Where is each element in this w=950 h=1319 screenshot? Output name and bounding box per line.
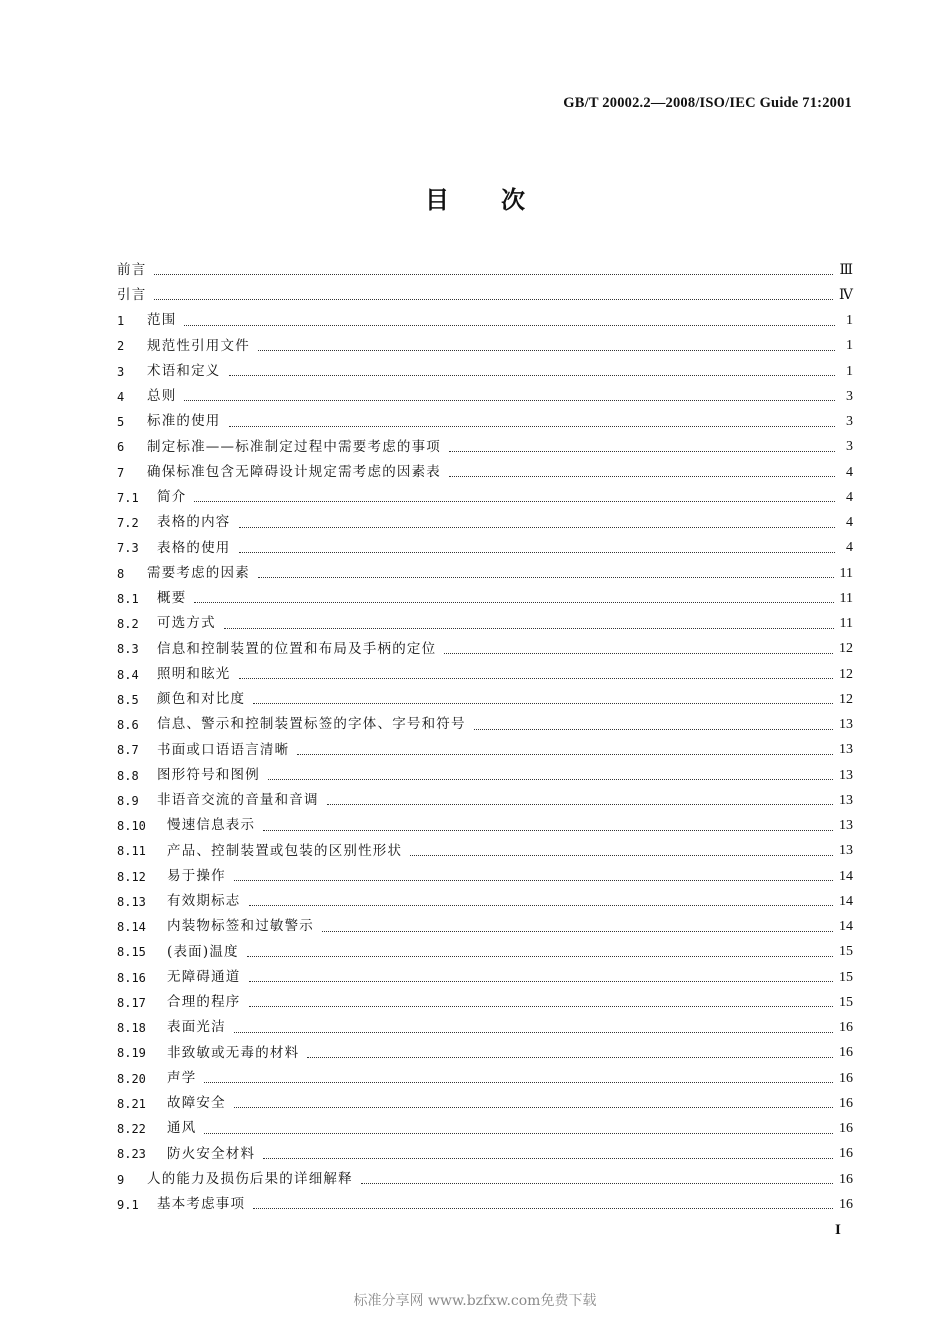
dot-leader: [154, 274, 833, 275]
dot-leader: [258, 350, 835, 351]
toc-entry-title: 颜色和对比度: [157, 691, 246, 708]
toc-entry-number: 8.8: [117, 768, 139, 783]
dot-leader: [444, 653, 833, 654]
toc-entry-number: 1: [117, 314, 125, 329]
dot-leader: [449, 476, 835, 477]
toc-entry-title: 有效期标志: [167, 893, 241, 910]
toc-entry[interactable]: [117, 334, 853, 359]
toc-entry-title: 声学: [167, 1069, 197, 1086]
toc-entry-number: 8.21: [117, 1096, 146, 1111]
toc-entry-number: 8.22: [117, 1122, 146, 1137]
toc-entry-title: 慢速信息表示: [167, 817, 256, 834]
toc-entry-page: 14: [839, 868, 853, 884]
toc-entry-page: 12: [839, 691, 853, 707]
toc-entry-number: 8.2: [117, 617, 139, 632]
toc-entry[interactable]: [117, 1142, 853, 1167]
toc-entry-number: 8.4: [117, 667, 139, 682]
toc-entry-number: 8.16: [117, 970, 146, 985]
toc-entry-title: 信息、警示和控制装置标签的字体、字号和符号: [157, 716, 466, 733]
toc-entry[interactable]: [117, 258, 853, 283]
toc-entry-page: 11: [839, 616, 853, 632]
toc-entry[interactable]: [117, 435, 853, 460]
toc-entry-title: 照明和眩光: [157, 665, 231, 682]
toc-entry-number: 8.18: [117, 1021, 146, 1036]
toc-entry-number: 8: [117, 566, 125, 581]
toc-entry-title: 表格的使用: [157, 539, 231, 556]
dot-leader: [322, 931, 833, 932]
toc-entry-page: 16: [839, 1095, 853, 1111]
dot-leader: [263, 830, 833, 831]
page-title: 目次: [425, 185, 577, 214]
toc-entry-title: 人的能力及损伤后果的详细解释: [147, 1170, 353, 1187]
toc-entry-number: 8.14: [117, 920, 146, 935]
toc-entry[interactable]: [117, 990, 853, 1015]
toc-entry-page: 13: [839, 792, 853, 808]
toc-entry-number: 6: [117, 440, 125, 455]
toc-entry-number: 8.20: [117, 1071, 146, 1086]
toc-entry[interactable]: [117, 283, 853, 308]
toc-entry-title: 书面或口语语言清晰: [157, 741, 290, 758]
toc-entry[interactable]: [117, 460, 853, 485]
toc-entry-page: 3: [846, 439, 853, 455]
dot-leader: [184, 400, 835, 401]
toc-entry[interactable]: [117, 309, 853, 334]
toc-entry-number: 8.15: [117, 945, 146, 960]
toc-entry-title: 易于操作: [167, 867, 226, 884]
toc-entry-number: 8.23: [117, 1147, 146, 1162]
toc-entry[interactable]: [117, 536, 853, 561]
toc-entry[interactable]: [117, 965, 853, 990]
dot-leader: [361, 1183, 833, 1184]
toc-entry-number: 8.9: [117, 793, 139, 808]
toc-entry[interactable]: [117, 687, 853, 712]
toc-entry-number: 3: [117, 364, 125, 379]
dot-leader: [247, 956, 833, 957]
toc-entry[interactable]: [117, 1117, 853, 1142]
dot-leader: [307, 1057, 833, 1058]
toc-entry[interactable]: [117, 1066, 853, 1091]
toc-entry[interactable]: [117, 889, 853, 914]
toc-entry-title: 表格的内容: [157, 514, 231, 531]
dot-leader: [234, 1032, 833, 1033]
toc-entry-number: 8.10: [117, 819, 146, 834]
toc-entry-title: 规范性引用文件: [147, 337, 250, 354]
toc-entry-title: 标准的使用: [147, 413, 221, 430]
dot-leader: [327, 804, 833, 805]
toc-entry-page: 4: [846, 464, 853, 480]
dot-leader: [229, 375, 836, 376]
dot-leader: [204, 1133, 833, 1134]
standard-code: GB/T 20002.2—2008/ISO/IEC Guide 71:2001: [563, 95, 852, 111]
toc-entry-title: 故障安全: [167, 1095, 226, 1112]
toc-entry-page: 13: [839, 742, 853, 758]
toc-entry[interactable]: [117, 713, 853, 738]
toc-entry-page: 4: [846, 515, 853, 531]
table-of-contents: [117, 258, 853, 1218]
toc-entry-page: 4: [846, 540, 853, 556]
toc-entry-number: 8.13: [117, 894, 146, 909]
toc-entry-number: 8.7: [117, 743, 139, 758]
toc-entry-title: 基本考虑事项: [157, 1196, 246, 1213]
toc-entry-page: 13: [839, 843, 853, 859]
toc-entry-title: (表面)温度: [167, 943, 239, 960]
toc-entry-title: 术语和定义: [147, 362, 221, 379]
dot-leader: [229, 426, 836, 427]
dot-leader: [234, 1107, 833, 1108]
dot-leader: [253, 1208, 833, 1209]
toc-entry-page: 4: [846, 489, 853, 505]
toc-entry-title: 无障碍通道: [167, 968, 241, 985]
toc-entry[interactable]: [117, 788, 853, 813]
dot-leader: [474, 729, 833, 730]
toc-entry-page: Ⅲ: [839, 262, 853, 278]
toc-entry-title: 内装物标签和过敏警示: [167, 918, 314, 935]
toc-entry-page: 1: [846, 313, 853, 329]
toc-entry[interactable]: [117, 561, 853, 586]
toc-entry-page: 13: [839, 767, 853, 783]
toc-entry-number: 5: [117, 415, 125, 430]
toc-entry-page: 3: [846, 388, 853, 404]
toc-entry-title: 范围: [147, 312, 177, 329]
toc-entry-page: 14: [839, 893, 853, 909]
toc-entry[interactable]: [117, 1016, 853, 1041]
toc-entry[interactable]: [117, 410, 853, 435]
toc-entry-number: 9: [117, 1172, 125, 1187]
dot-leader: [263, 1158, 833, 1159]
toc-entry[interactable]: [117, 940, 853, 965]
toc-entry-title: 可选方式: [157, 615, 216, 632]
toc-entry-page: 15: [839, 944, 853, 960]
toc-entry[interactable]: [117, 864, 853, 889]
dot-leader: [239, 552, 836, 553]
toc-entry-page: 3: [846, 414, 853, 430]
toc-entry-number: 8.1: [117, 591, 139, 606]
toc-entry-title: 总则: [147, 388, 177, 405]
toc-entry-page: 11: [839, 565, 853, 581]
toc-entry-title: 非致敏或无毒的材料: [167, 1044, 300, 1061]
toc-entry-title: 信息和控制装置的位置和布局及手柄的定位: [157, 640, 437, 657]
dot-leader: [154, 299, 833, 300]
toc-entry-page: 16: [839, 1070, 853, 1086]
toc-entry-page: 16: [839, 1045, 853, 1061]
toc-entry[interactable]: [117, 662, 853, 687]
toc-entry[interactable]: [117, 1091, 853, 1116]
toc-entry[interactable]: [117, 763, 853, 788]
toc-entry-title: 确保标准包含无障碍设计规定需考虑的因素表: [147, 463, 441, 480]
toc-entry-title: 制定标准——标准制定过程中需要考虑的事项: [147, 438, 441, 455]
toc-entry-title: 表面光洁: [167, 1019, 226, 1036]
toc-entry[interactable]: [117, 359, 853, 384]
toc-entry-page: 16: [839, 1020, 853, 1036]
toc-entry-number: 7.1: [117, 490, 139, 505]
toc-entry[interactable]: [117, 839, 853, 864]
toc-entry[interactable]: [117, 511, 853, 536]
toc-entry-title: 概要: [157, 590, 187, 607]
dot-leader: [194, 501, 835, 502]
toc-entry-number: 8.19: [117, 1046, 146, 1061]
toc-entry-title: 合理的程序: [167, 994, 241, 1011]
toc-entry-page: Ⅳ: [839, 287, 853, 303]
dot-leader: [410, 855, 833, 856]
toc-entry-number: 8.17: [117, 995, 146, 1010]
toc-entry-page: 16: [839, 1146, 853, 1162]
toc-entry[interactable]: [117, 586, 853, 611]
toc-entry-page: 1: [846, 363, 853, 379]
toc-entry[interactable]: [117, 738, 853, 763]
toc-entry[interactable]: [117, 637, 853, 662]
toc-entry-page: 16: [839, 1121, 853, 1137]
toc-entry[interactable]: [117, 485, 853, 510]
toc-entry-page: 13: [839, 717, 853, 733]
dot-leader: [184, 325, 835, 326]
dot-leader: [449, 451, 835, 452]
toc-entry-page: 14: [839, 919, 853, 935]
toc-entry[interactable]: [117, 1167, 853, 1192]
toc-entry-number: 8.5: [117, 692, 139, 707]
toc-entry-title: 产品、控制装置或包装的区别性形状: [167, 842, 403, 859]
dot-leader: [297, 754, 833, 755]
toc-entry-number: 4: [117, 389, 125, 404]
dot-leader: [249, 1006, 834, 1007]
watermark: 标准分享网 www.bzfxw.com免费下载: [353, 1293, 597, 1309]
toc-entry-title: 非语音交流的音量和音调: [157, 792, 319, 809]
toc-entry-title: 图形符号和图例: [157, 766, 260, 783]
toc-entry-number: 7.2: [117, 516, 139, 531]
dot-leader: [249, 981, 834, 982]
toc-entry-title: 需要考虑的因素: [147, 564, 250, 581]
toc-entry-number: 8.6: [117, 718, 139, 733]
toc-entry-page: 11: [839, 590, 853, 606]
toc-entry[interactable]: [117, 384, 853, 409]
dot-leader: [258, 577, 834, 578]
toc-entry-number: 9.1: [117, 1197, 139, 1212]
toc-entry-page: 12: [839, 666, 853, 682]
toc-entry[interactable]: [117, 1192, 853, 1217]
toc-entry-title: 通风: [167, 1120, 197, 1137]
toc-entry-title: 防火安全材料: [167, 1145, 256, 1162]
toc-entry-page: 1: [846, 338, 853, 354]
toc-entry-number: 8.3: [117, 642, 139, 657]
dot-leader: [204, 1082, 833, 1083]
toc-entry-page: 16: [839, 1196, 853, 1212]
toc-entry-page: 15: [839, 969, 853, 985]
toc-entry-page: 13: [839, 818, 853, 834]
toc-entry-title: 引言: [117, 287, 147, 304]
toc-entry[interactable]: [117, 1041, 853, 1066]
toc-entry[interactable]: [117, 915, 853, 940]
toc-entry-number: 2: [117, 339, 125, 354]
toc-entry[interactable]: [117, 814, 853, 839]
toc-entry-number: 7.3: [117, 541, 139, 556]
dot-leader: [239, 678, 834, 679]
toc-entry-title: 简介: [157, 489, 187, 506]
dot-leader: [224, 628, 834, 629]
toc-entry[interactable]: [117, 612, 853, 637]
dot-leader: [194, 602, 833, 603]
dot-leader: [239, 527, 836, 528]
page-number: I: [835, 1222, 841, 1238]
toc-entry-number: 7: [117, 465, 125, 480]
toc-entry-page: 15: [839, 994, 853, 1010]
dot-leader: [253, 703, 833, 704]
dot-leader: [268, 779, 833, 780]
toc-entry-number: 8.12: [117, 869, 146, 884]
toc-entry-page: 16: [839, 1171, 853, 1187]
toc-entry-title: 前言: [117, 261, 147, 278]
toc-entry-number: 8.11: [117, 844, 146, 859]
dot-leader: [249, 905, 834, 906]
toc-entry-page: 12: [839, 641, 853, 657]
dot-leader: [234, 880, 833, 881]
